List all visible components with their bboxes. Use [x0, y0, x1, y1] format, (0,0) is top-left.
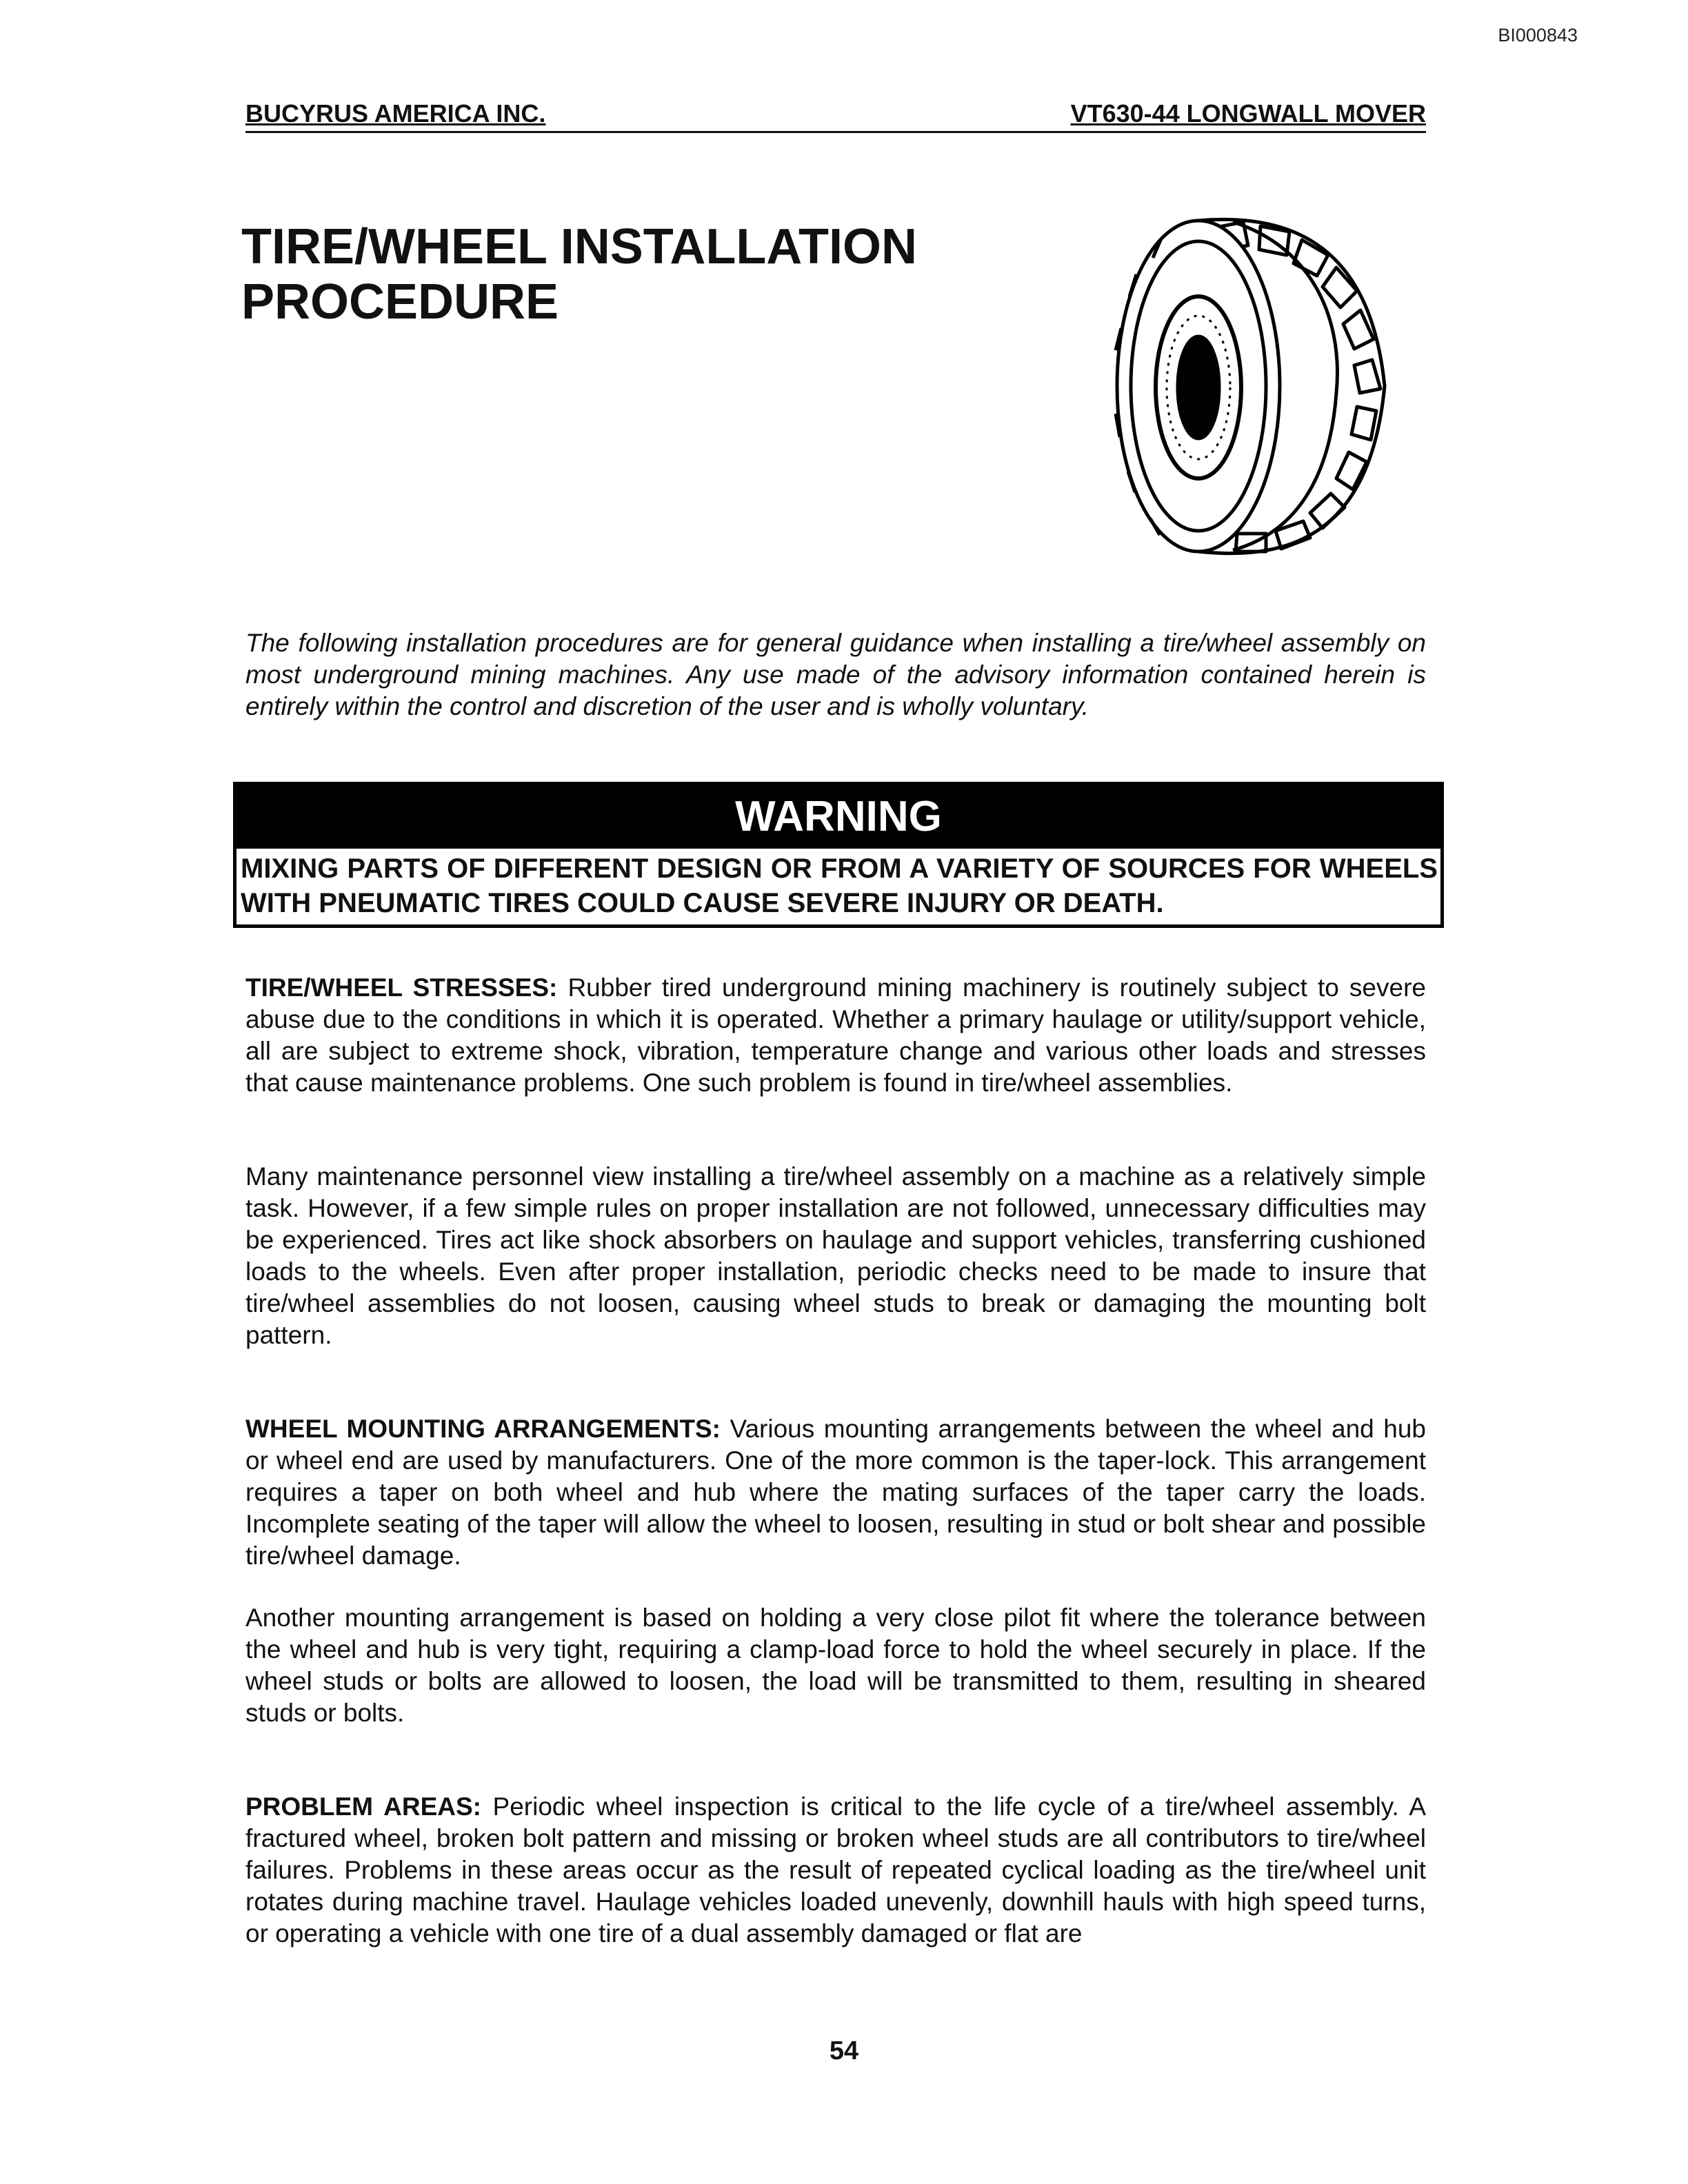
page-title-line1: TIRE/WHEEL INSTALLATION	[241, 219, 917, 274]
section-pilot-fit-paragraph	[245, 1602, 1426, 1729]
section-heading: PROBLEM AREAS:	[245, 1792, 481, 1821]
intro-paragraph: The following installation procedures are for general guidance when installing a tire/wheel assembly on most underground mining machines. Any use made of the advisory information contained herein is entirely within the control and discretion of the user and is wholly voluntary.	[245, 629, 1426, 720]
page-title	[241, 219, 1000, 330]
header-product: VT630-44 LONGWALL MOVER	[1070, 99, 1426, 128]
section-text: Another mounting arrangement is based on holding a very close pilot fit where the tolerance between the wheel and hub is very tight, requiring a clamp-load force to hold the wheel securely in place. If the wheel studs or bolts are allowed to loosen, the load will be transmitted to them, resulting in sheared studs or bolts.	[245, 1604, 1426, 1727]
section-maintenance-paragraph	[245, 1161, 1426, 1351]
section-text: Many maintenance personnel view installing a tire/wheel assembly on a machine as a relatively simple task. However, if a few simple rules on proper installation are not followed, unnecessary difficulties may be experienced. Tires act like shock absorbers on haulage and support vehicles, transferring cushioned loads to the wheels. Even after proper installation, periodic checks need to be made to insure that tire/wheel assemblies do not loosen, causing wheel studs to break or damaging the mounting bolt pattern.	[245, 1162, 1426, 1349]
header-company: BUCYRUS AMERICA INC.	[245, 99, 546, 128]
section-text: Rubber tired underground mining machinery is routinely subject to severe abuse due to the conditions in which it is operated. Whether a primary haulage or utility/support vehicle, all are subject to extreme shock, vibration, temperature change and various other loads and stresses that cause maintenance problems. One such problem is found in tire/wheel assemblies.	[245, 973, 1426, 1097]
page-header	[245, 98, 1426, 133]
section-wheel-mounting	[245, 1413, 1426, 1572]
page-number: 54	[829, 2036, 859, 2065]
section-heading: TIRE/WHEEL STRESSES:	[245, 973, 558, 1002]
section-tire-wheel-stresses	[245, 972, 1426, 1099]
warning-body: MIXING PARTS OF DIFFERENT DESIGN OR FROM A VARIETY OF SOURCES FOR WHEELS WITH PNEUMATIC TIRES COULD CAUSE SEVERE INJURY OR DEATH.	[241, 853, 1438, 918]
section-text: Periodic wheel inspection is critical to the life cycle of a tire/wheel assembly. A fractured wheel, broken bolt pattern and missing or broken wheel studs are all contributors to tire/wheel failures. Problems in these areas occur as the result of repeated cyclical loading as the tire/wheel unit rotates during machine travel. Haulage vehicles loaded unevenly, downhill hauls with high speed turns, or operating a vehicle with one tire of a dual assembly damaged or flat are	[245, 1792, 1426, 1948]
warning-box	[233, 782, 1444, 928]
section-heading: WHEEL MOUNTING ARRANGEMENTS:	[245, 1415, 721, 1443]
page-title-line2: PROCEDURE	[241, 274, 559, 330]
section-text: Various mounting arrangements between the wheel and hub or wheel end are used by manufacturers. One of the more common is the taper-lock. This arrangement requires a taper on both wheel and hub where the mating surfaces of the taper carry the loads. Incomplete seating of the taper will allow the wheel to loosen, resulting in stud or bolt shear and possible tire/wheel damage.	[245, 1415, 1426, 1570]
document-id: BI000843	[1498, 25, 1578, 46]
warning-title: WARNING	[237, 785, 1440, 849]
section-problem-areas	[245, 1791, 1426, 1950]
tire-wheel-icon	[1095, 207, 1398, 565]
